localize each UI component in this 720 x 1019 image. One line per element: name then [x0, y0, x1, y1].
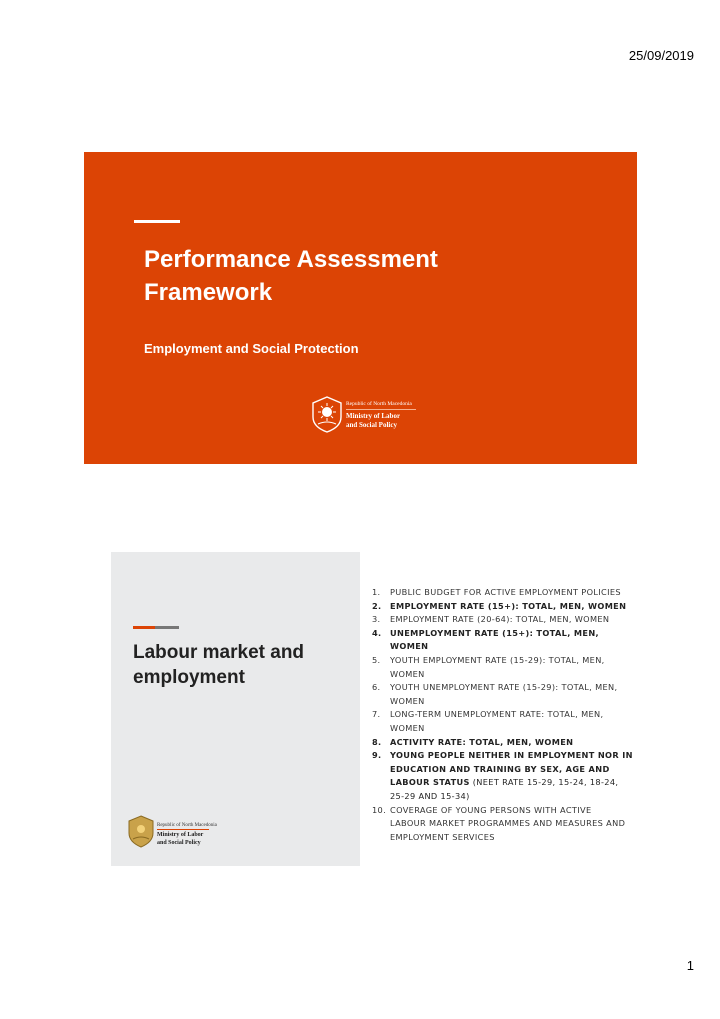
- slide-title-line-1: Performance Assessment: [144, 246, 438, 273]
- header-date: 25/09/2019: [628, 48, 694, 63]
- logo-ministry: Ministry of Labor and Social Policy: [346, 412, 401, 429]
- section-title-line-2: employment: [133, 667, 245, 688]
- list-item: 10. COVERAGE OF YOUNG PERSONS WITH ACTIVE LABOUR MARKET PROGRAMMES AND MEASURES AND EMPLOYMENT SERVICES: [372, 804, 626, 842]
- logo-ministry: Ministry of Labor and Social Policy: [157, 832, 204, 846]
- list-item: 7. LONG-TERM UNEMPLOYMENT RATE: TOTAL, MEN, WOMEN: [372, 709, 604, 733]
- ministry-logo: [310, 395, 430, 435]
- list-item: 5. YOUTH EMPLOYMENT RATE (15-29): TOTAL, MEN, WOMEN: [372, 654, 605, 679]
- gray-rule: [155, 626, 179, 629]
- section-slide-left: [111, 552, 360, 866]
- list-item: 2. EMPLOYMENT RATE (15+): TOTAL, MEN, WOMEN: [372, 600, 627, 611]
- slide-title-line-2: Framework: [144, 279, 273, 306]
- logo-country: Republic of North Macedonia: [157, 823, 217, 828]
- sun-emblem-icon: [127, 814, 155, 848]
- list-item: 1. PUBLIC BUDGET FOR ACTIVE EMPLOYMENT POLICIES: [372, 587, 621, 597]
- ministry-logo-small: [127, 814, 237, 850]
- slide-subtitle: Employment and Social Protection: [144, 341, 359, 356]
- list-item: 8. ACTIVITY RATE: TOTAL, MEN, WOMEN: [372, 736, 574, 747]
- section-title: [133, 640, 353, 690]
- indicator-list: [372, 586, 634, 844]
- title-rule: [134, 220, 180, 223]
- list-item: 3. EMPLOYMENT RATE (20-64): TOTAL, MEN, WOMEN: [372, 614, 610, 625]
- accent-rule: [133, 626, 155, 629]
- section-slide-right: [360, 552, 637, 866]
- logo-divider: [346, 409, 416, 410]
- logo-country: Republic of North Macedonia: [346, 401, 412, 407]
- list-item: 6. YOUTH UNEMPLOYMENT RATE (15-29): TOTAL, MEN, WOMEN: [372, 682, 618, 706]
- list-item: 9. YOUNG PEOPLE NEITHER IN EMPLOYMENT NOR IN EDUCATION AND TRAINING BY SEX, AGE AND LABOUR STATUS (NEET RATE 15-29, 15-24, 18-24, 25-29 AND 15-34): [372, 750, 633, 801]
- slide-title: [144, 243, 564, 309]
- list-item: 4. UNEMPLOYMENT RATE (15+): TOTAL, MEN, WOMEN: [372, 627, 599, 652]
- sun-emblem-icon: [310, 395, 344, 433]
- page-number: 1: [686, 958, 694, 973]
- title-slide: [84, 152, 637, 464]
- logo-divider: [157, 829, 209, 830]
- section-title-line-1: Labour market and: [133, 642, 305, 663]
